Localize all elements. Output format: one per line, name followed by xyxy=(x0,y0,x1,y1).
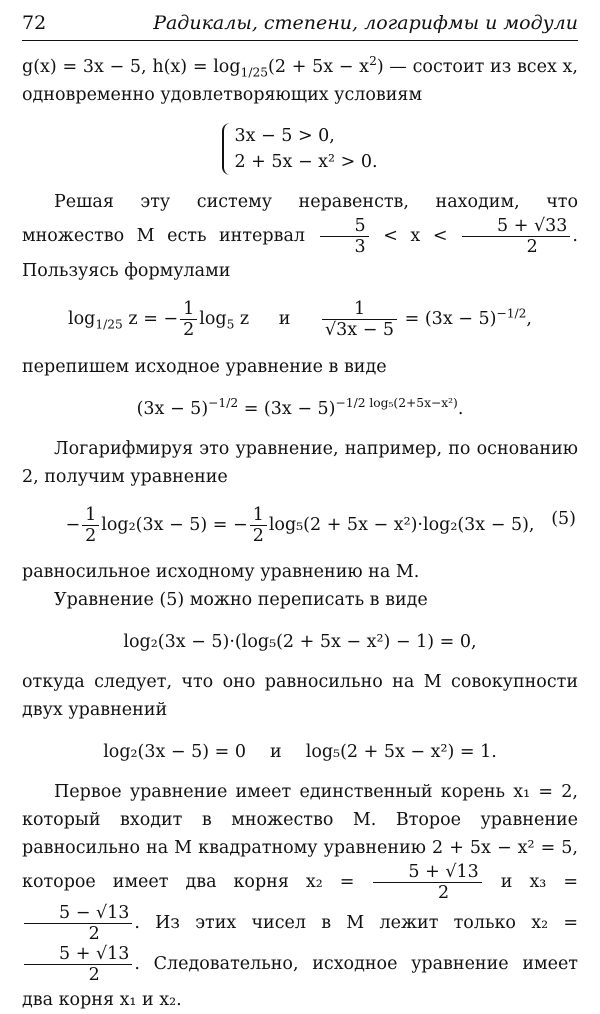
eq7-and: и xyxy=(270,741,282,762)
frac-num: 1 xyxy=(322,299,397,320)
paragraph-3: перепишем исходное уравнение в виде xyxy=(22,356,387,377)
paragraph-5: равносильное исходному уравнению на M. xyxy=(22,561,420,582)
frac-num xyxy=(24,944,132,965)
sqrt-13: √13 xyxy=(95,903,130,923)
p1-exp: 2 xyxy=(369,54,377,69)
frac-1-sqrt xyxy=(322,299,397,340)
eq-a: (3x − 5) xyxy=(136,398,209,419)
f1-right: = (3x − 5) xyxy=(399,309,497,330)
paragraph-8 xyxy=(22,778,578,1014)
frac-num: 1 xyxy=(250,505,267,526)
equation-pair xyxy=(22,738,578,766)
frac-den: 2 xyxy=(438,882,450,903)
frac-1-2 xyxy=(180,299,197,340)
eq5-b: log₅(2 + 5x − x²)·log₂(3x − 5), xyxy=(268,514,535,535)
eq5-a: log₂(3x − 5) = − xyxy=(101,514,248,535)
frac-den: 2 xyxy=(88,965,100,986)
system-brace xyxy=(222,123,377,175)
frac-1-2 xyxy=(82,505,99,546)
sqrt-13: √13 xyxy=(445,861,479,882)
paragraph-1 xyxy=(22,53,578,109)
num-text: 5 + xyxy=(497,216,534,236)
frac-den: 2 xyxy=(88,924,100,945)
equation-product: log₂(3x − 5)·(log₅(2 + 5x − x²) − 1) = 0, xyxy=(123,631,477,652)
eq7-a: log₂(3x − 5) = 0 xyxy=(103,741,247,762)
paragraph-6: Уравнение (5) можно переписать в виде xyxy=(54,589,428,610)
p8-text-b: . Из этих чисел в M лежит только x₂ = xyxy=(134,913,578,934)
frac-den-sqrt: √3x − 5 xyxy=(324,320,395,341)
frac-den: 2 xyxy=(526,237,538,258)
frac-num: 1 xyxy=(180,299,197,320)
running-title: Радикалы, степени, логарифмы и модули xyxy=(153,12,578,34)
frac-den: 2 xyxy=(85,525,97,546)
system-line-1: 3x − 5 > 0, xyxy=(234,126,335,146)
frac-num xyxy=(373,862,481,883)
frac-num xyxy=(24,903,132,924)
num-text: 5 + xyxy=(59,944,96,965)
frac-den: 3 xyxy=(354,237,366,258)
frac-num: 1 xyxy=(82,505,99,526)
paragraph-7: откуда следует, что оно равносильно на M совокупности двух уравнений xyxy=(22,671,578,720)
paragraph-4: Логарифмируя это уравнение, например, по основанию 2, получим уравнение xyxy=(22,438,578,487)
equation-5 xyxy=(22,505,578,546)
formula-log-change xyxy=(22,299,578,340)
p8-and: и x₃ = xyxy=(500,871,578,892)
eq7-b: log₅(2 + 5x − x²) = 1. xyxy=(305,741,497,762)
f1-and: и xyxy=(278,309,291,330)
eq-end: . xyxy=(457,398,464,419)
frac-x3 xyxy=(24,903,132,944)
page-number: 72 xyxy=(22,12,47,34)
frac-num xyxy=(462,216,570,237)
f1-log: log xyxy=(67,309,96,330)
f1-mid: z = − xyxy=(122,309,179,330)
interval-sign: < x < xyxy=(383,226,448,247)
p8-text-c: . Следовательно, исходное уравнение имеет два корня x₁ и x₂. xyxy=(22,954,578,1010)
f1-exp: −1/2 xyxy=(496,306,527,321)
p1-text-b: (2 + 5x − x xyxy=(268,57,370,77)
p8-text-a: Первое уравнение имеет единственный корень x₁ = 2, который входит в множество M. Второе уравнение равносильно на M квадратному уравнению 2 + 5x − x² = 5, которое имеет два корня x₂ = xyxy=(22,781,578,892)
equation-number: (5) xyxy=(551,508,576,529)
p1-log-base: 1/25 xyxy=(240,65,269,80)
sqrt-13: √13 xyxy=(95,944,130,965)
num-text: 5 − xyxy=(59,903,96,923)
page-header xyxy=(22,12,578,41)
eq-a-exp: −1/2 xyxy=(208,395,239,410)
frac-1-2 xyxy=(250,505,267,546)
paragraph-2 xyxy=(22,188,578,285)
p2-text-b: . Пользуясь формулами xyxy=(22,226,578,282)
frac-x2-again xyxy=(24,944,132,985)
frac-den: 2 xyxy=(183,320,195,341)
eq-b-exp: −1/2 log₅(2+5x−x²) xyxy=(335,395,458,410)
eq-b: = (3x − 5) xyxy=(238,398,336,419)
f1-log5: log xyxy=(199,309,227,330)
num-text: 5 + xyxy=(408,861,446,882)
f1-log5-base: 5 xyxy=(226,317,235,332)
equation-power xyxy=(22,395,578,423)
frac-num: 5 xyxy=(320,216,369,237)
sqrt-33: √33 xyxy=(533,216,568,236)
f1-end: , xyxy=(526,309,532,330)
p2-text-a: Решая эту систему неравенств, находим, что множество M есть интервал xyxy=(22,192,578,247)
f1-base: 1/25 xyxy=(95,317,123,332)
f1-z: z xyxy=(234,309,250,330)
p1-text-c: ) — состоит из всех x, одновременно удовлетворяющих условиям xyxy=(22,57,578,105)
system-line-2: 2 + 5x − x² > 0. xyxy=(234,152,378,172)
frac-x2 xyxy=(373,862,481,903)
frac-den: 2 xyxy=(252,525,264,546)
eq5-minus: − xyxy=(65,514,81,535)
p1-text-a: g(x) = 3x − 5, h(x) = log xyxy=(22,57,241,77)
frac-5-sqrt33 xyxy=(462,216,570,257)
inequality-system xyxy=(22,123,578,176)
frac-5-3 xyxy=(320,216,369,257)
